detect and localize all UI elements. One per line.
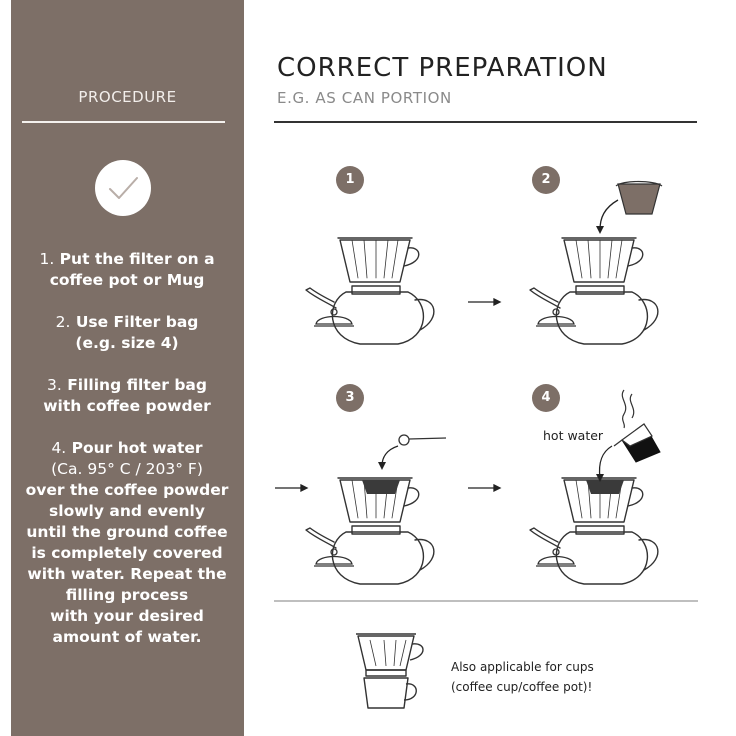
filter-bag-icon bbox=[616, 182, 662, 215]
section-divider bbox=[274, 600, 698, 602]
arrow-right-icon bbox=[275, 485, 307, 491]
scoop-icon bbox=[399, 435, 446, 445]
cup-note-line-2: (coffee cup/coffee pot)! bbox=[451, 680, 593, 694]
step-text: Put the filter on a bbox=[59, 250, 215, 268]
step-badge-2: 2 bbox=[532, 166, 560, 194]
step-text: Pour hot water bbox=[71, 439, 203, 457]
procedure-sidebar bbox=[11, 0, 244, 736]
step-text: Use Filter bag bbox=[75, 313, 199, 331]
step-badge-3: 3 bbox=[336, 384, 364, 412]
steam-icon bbox=[622, 390, 633, 428]
arrow-right-icon bbox=[468, 485, 500, 491]
coffee-dripper-pot-icon bbox=[530, 238, 658, 344]
kettle-icon bbox=[614, 424, 660, 462]
page-subtitle: E.G. AS CAN PORTION bbox=[277, 89, 452, 107]
hot-water-label: hot water bbox=[543, 428, 604, 443]
sidebar-title: PROCEDURE bbox=[78, 88, 177, 106]
procedure-steps bbox=[7, 249, 247, 669]
procedure-step-1 bbox=[7, 249, 247, 291]
step-badge-4: 4 bbox=[532, 384, 560, 412]
procedure-step-3 bbox=[7, 375, 247, 417]
step-text: Filling filter bag bbox=[67, 376, 207, 394]
step-number: 3. bbox=[47, 376, 62, 394]
dripper-cup-icon bbox=[356, 634, 423, 708]
step-text-rest: coffee pot or Mug bbox=[49, 271, 205, 289]
arrow-right-icon bbox=[468, 299, 500, 305]
step-temperature: (Ca. 95° C / 203° F) bbox=[51, 460, 203, 478]
step-badge-1: 1 bbox=[336, 166, 364, 194]
step-number: 2. bbox=[55, 313, 71, 331]
step-text-rest: over the coffee powder slowly and evenly until the ground coffee is completely covered with water. Repeat the filling process with your desired amount of water. bbox=[25, 481, 229, 646]
curved-arrow-icon bbox=[378, 446, 398, 470]
sidebar-divider bbox=[22, 121, 225, 123]
cup-note-line-1: Also applicable for cups bbox=[451, 660, 594, 674]
coffee-dripper-pot-icon bbox=[306, 238, 434, 344]
procedure-step-2 bbox=[7, 312, 247, 354]
procedure-step-4 bbox=[7, 438, 247, 648]
curved-arrow-icon bbox=[596, 446, 612, 482]
step-text-rest: with coffee powder bbox=[43, 397, 211, 415]
check-icon bbox=[95, 160, 151, 216]
title-divider bbox=[274, 121, 697, 123]
coffee-dripper-pot-icon bbox=[530, 478, 658, 584]
step-number: 1. bbox=[39, 250, 55, 268]
cup-note bbox=[451, 657, 651, 697]
page-title: CORRECT PREPARATION bbox=[277, 53, 608, 83]
curved-arrow-icon bbox=[596, 200, 618, 234]
step-text-rest: (e.g. size 4) bbox=[75, 334, 179, 352]
step-number: 4. bbox=[51, 439, 67, 457]
coffee-dripper-pot-icon bbox=[306, 478, 434, 584]
